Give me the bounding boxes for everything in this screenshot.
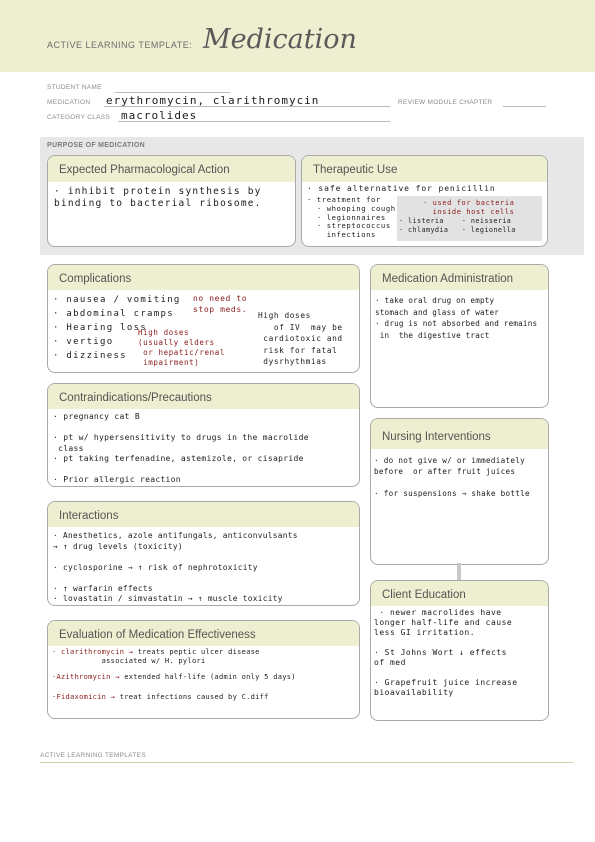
page-title: Medication [203,24,357,55]
evaluation-drug-3: ·Fidaxomicin → [52,693,116,701]
medication-value: erythromycin, clarithromycin [106,94,320,107]
nursing-interventions-title: Nursing Interventions [371,419,548,449]
evaluation-text-1: treats peptic ulcer disease associated w/ H. pylori [101,648,260,665]
footer-label: ACTIVE LEARNING TEMPLATES [40,752,146,759]
category-class-value: macrolides [121,109,198,122]
complications-note-3: High doses of IV may be cardiotoxic and risk for fatal dysrhythmias [258,311,343,366]
evaluation-title: Evaluation of Medication Effectiveness [48,621,359,646]
student-name-label: STUDENT NAME [47,84,102,91]
complications-text: · nausea / vomiting · abdominal cramps · Hearing loss · vertigo · dizziness [53,295,181,361]
expected-action-text: · inhibit protein synthesis by binding to bacterial ribosome. [54,186,262,209]
interactions-title: Interactions [48,502,359,527]
expected-action-title: Expected Pharmacological Action [48,156,295,182]
contraindications-text: · pregnancy cat B · pt w/ hypersensitivity to drugs in the macrolide class · pt taking terfenadine, astemizole, or cisapride · Prior allergic reaction [53,412,309,484]
complications-note-red-1: no need to stop meds. [193,294,248,314]
template-label: ACTIVE LEARNING TEMPLATE: [47,40,193,50]
therapeutic-use-box [301,155,548,247]
therapeutic-note-panel [397,196,542,241]
evaluation-drug-2: ·Azithromycin → [52,673,120,681]
nursing-interventions-box [370,418,549,565]
client-education-box [370,580,549,721]
evaluation-text-2: extended half-life (admin only 5 days) [119,673,296,681]
medication-label: MEDICATION [47,99,91,106]
connector [457,563,461,580]
med-admin-box [370,264,549,408]
therapeutic-use-title: Therapeutic Use [302,156,547,182]
med-admin-text: · take oral drug on empty stomach and glass of water · drug is not absorbed and remains in the digestive tract [375,296,538,340]
nursing-interventions-text: · do not give w/ or immediately before or after fruit juices · for suspensions → shake bottle [374,456,530,498]
therapeutic-treatment-text: · treatment for · whooping cough · legionnaires · streptococcus infections [307,195,396,240]
med-admin-title: Medication Administration [371,265,548,290]
review-module-label: REVIEW MODULE CHAPTER [398,99,493,106]
review-module-field[interactable] [503,106,546,107]
purpose-label: PURPOSE OF MEDICATION [47,142,145,149]
complications-box [47,264,360,373]
complications-note-red-2: High doses (usually elders or hepatic/renal impairment) [138,328,225,367]
evaluation-drug-1: · clarithromycin → [52,648,134,656]
contraindications-box [47,383,360,487]
contraindications-title: Contraindications/Precautions [48,384,359,409]
evaluation-box [47,620,360,719]
expected-action-box [47,155,296,247]
client-education-text: · newer macrolides have longer half-life and cause less GI irritation. · St Johns Wort ↓ effects of med · Grapefruit juice increase bioavailability [374,608,518,697]
student-name-field[interactable] [115,92,230,93]
therapeutic-note-red: · used for bacteria inside host cells [423,199,515,216]
therapeutic-note-list: · listeria · neisseria · chlamydia · legionella [399,217,516,234]
category-class-label: CATEGORY CLASS [47,114,111,121]
interactions-box [47,501,360,606]
footer-divider [40,762,573,763]
complications-title: Complications [48,265,359,290]
client-education-title: Client Education [371,581,548,606]
therapeutic-use-line1: · safe alternative for penicillin [307,184,496,193]
evaluation-text-3: treat infections caused by C.diff [115,693,269,701]
interactions-text: · Anesthetics, azole antifungals, anticonvulsants → ↑ drug levels (toxicity) · cyclosporine → ↑ risk of nephrotoxicity · ↑ warfarin effects · lovastatin / simvastatin → ↑ muscle toxicity [53,531,298,603]
